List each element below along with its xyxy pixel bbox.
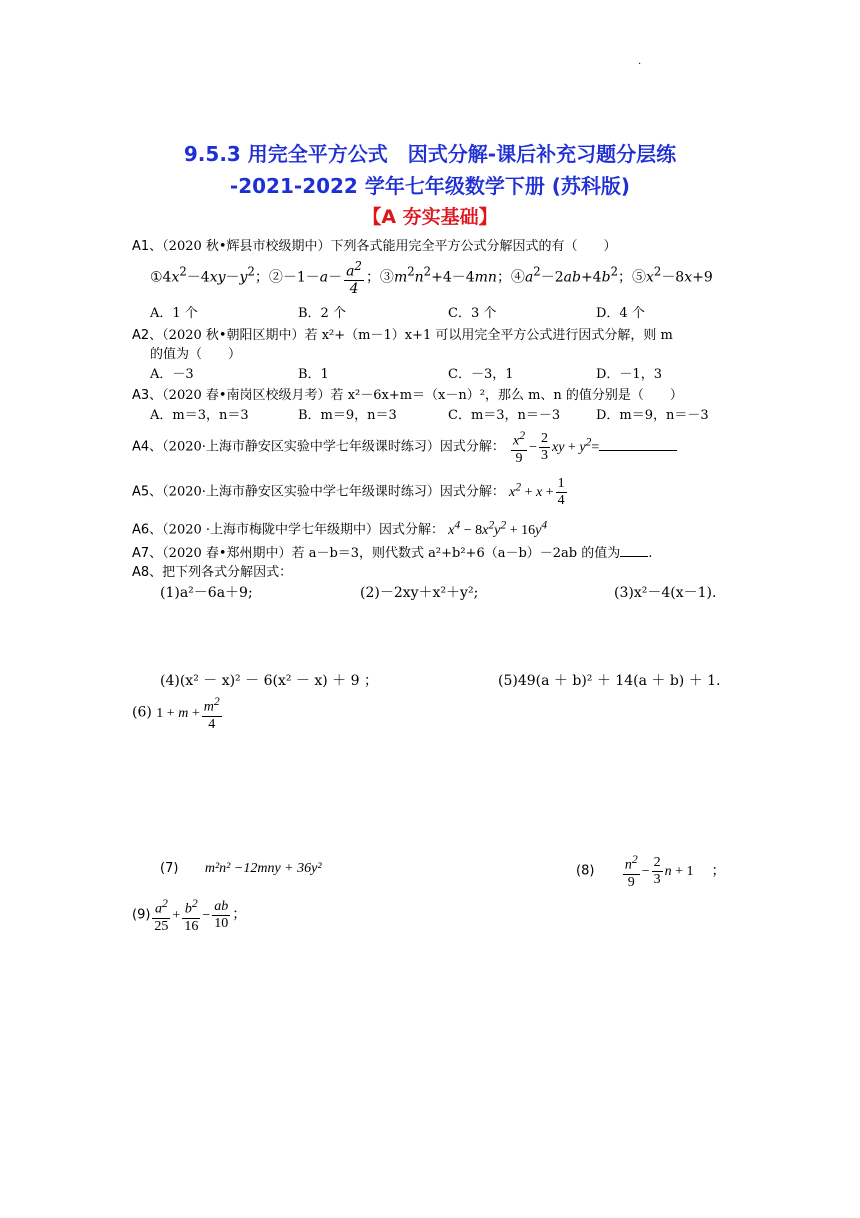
question-text: （2020 秋•朝阳区期中）若 x²+（m－1）x+1 可以用完全平方公式进行因式分解，则 m: [162, 328, 673, 343]
question-label: A1、: [132, 239, 163, 254]
question-a8: [132, 561, 292, 580]
corner-mark: .: [638, 56, 642, 67]
a8-item-6-expression: 1 + m + $\frac{m^2}{4}$: [156, 695, 220, 732]
question-label: A7、: [132, 546, 163, 561]
option-a: A．1 个: [150, 306, 198, 321]
a8-item-9-expression: $\frac{a^2}{25}$ + $\frac{b^2}{16}$ − $\frac{ab}{10}$: [154, 897, 229, 934]
question-label: A4、: [132, 439, 163, 455]
question-text: （2020 ·上海市梅陇中学七年级期中）因式分解：: [162, 522, 445, 538]
question-a7: A7、（2020 春•郑州期中）若 a－b＝3，则代数式 a²+b²+6（a－b）－2ab 的值为 .: [132, 546, 653, 561]
item-label: (6): [132, 704, 152, 721]
item-label: (7): [160, 861, 179, 876]
a8-item-3: (3)x²－4(x－1).: [614, 585, 717, 601]
answer-blank[interactable]: [599, 438, 677, 451]
option-b: B．2 个: [298, 306, 346, 321]
question-label: A5、: [132, 484, 163, 500]
question-label: A2、: [132, 328, 163, 343]
item-label: (9): [132, 907, 151, 923]
option-b: B．1: [298, 367, 329, 382]
a8-item-9: (9) $\frac{a^2}{25}$ + $\frac{b^2}{16}$ − $\frac{ab}{10}$ ；: [132, 897, 247, 934]
a6-expression: $x^4 - 8x^2y^2 + 16y^4$: [448, 518, 548, 538]
question-a2: [132, 324, 673, 343]
question-label: A6、: [132, 522, 163, 538]
question-text: （2020·上海市静安区实验中学七年级课时练习）因式分解：: [162, 484, 505, 500]
option-a: A．m＝3，n＝3: [150, 408, 249, 423]
option-c: C．－3，1: [448, 367, 514, 382]
question-text: （2020 春•郑州期中）若 a－b＝3，则代数式 a²+b²+6（a－b）－2ab 的值为: [162, 546, 621, 561]
page-title-line2: -2021-2022 学年七年级数学下册 (苏科版): [229, 174, 631, 198]
question-text: （2020 秋•辉县市校级期中）下列各式能用完全平方公式分解因式的有（ ）: [162, 239, 617, 254]
option-d: D．4 个: [596, 306, 645, 321]
question-a3: [132, 384, 683, 403]
a8-item-8-expression: $\frac{n^2}{9}$ − $\frac{2}{3}$ n + 1: [624, 853, 694, 890]
question-label: A3、: [132, 388, 163, 403]
a8-item-6: [132, 694, 224, 733]
a5-expression: $x^2 + x$ + $\frac{1}{4}$: [509, 476, 565, 508]
a8-item-7-expression: m²n² −12mny + 36y²: [204, 861, 322, 876]
question-text: 把下列各式分解因式：: [162, 565, 293, 580]
question-a5: [132, 476, 569, 509]
a8-item-8: (8) $\frac{n^2}{9}$ − $\frac{2}{3}$ n + 1 ；: [576, 853, 726, 890]
a8-item-7: [160, 860, 322, 877]
item-label: (8): [576, 863, 595, 879]
question-a1-expressions: $①4x^2-4xy-y^2$；②－1－a－ $\frac{a^2}{4}$ ；$③m^2n^2+4-4mn$；$④a^2-2ab+4b^2$；$⑤x^2-8x+9$: [150, 259, 713, 297]
question-a1: [132, 235, 617, 254]
question-a4: [132, 428, 677, 467]
option-a: A．－3: [150, 367, 194, 382]
section-heading: 【A 夯实基础】: [362, 206, 498, 228]
option-d: D．m＝9，n＝－3: [596, 408, 709, 423]
question-a6: [132, 518, 547, 539]
answer-blank[interactable]: [620, 544, 648, 557]
question-label: A8、: [132, 565, 163, 580]
a4-expression: $\frac{x^2}{9}$ − $\frac{2}{3}$ xy + $y^2=$: [513, 429, 600, 466]
option-c: C．m＝3，n＝－3: [448, 408, 561, 423]
a8-item-4: (4)(x² － x)² － 6(x² － x) ＋ 9 ；: [160, 673, 378, 689]
question-a2-line2: 的值为（ ）: [150, 347, 242, 362]
option-b: B．m＝9，n＝3: [298, 408, 397, 423]
question-text: （2020 春•南岗区校级月考）若 x²－6x+m＝（x－n）²，那么 m、n 的值分别是（ ）: [162, 388, 683, 403]
option-d: D．－1，3: [596, 367, 662, 382]
question-text: （2020·上海市静安区实验中学七年级课时练习）因式分解：: [162, 439, 505, 455]
a8-item-1: (1)a²－6a＋9;: [160, 585, 253, 601]
option-c: C．3 个: [448, 306, 497, 321]
page-title-line1: 9.5.3 用完全平方公式 因式分解-课后补充习题分层练: [183, 142, 677, 166]
a8-item-5: (5)49(a ＋ b)² ＋ 14(a ＋ b) ＋ 1.: [498, 673, 721, 689]
a8-item-2: (2)－2xy＋x²＋y²;: [360, 585, 479, 601]
